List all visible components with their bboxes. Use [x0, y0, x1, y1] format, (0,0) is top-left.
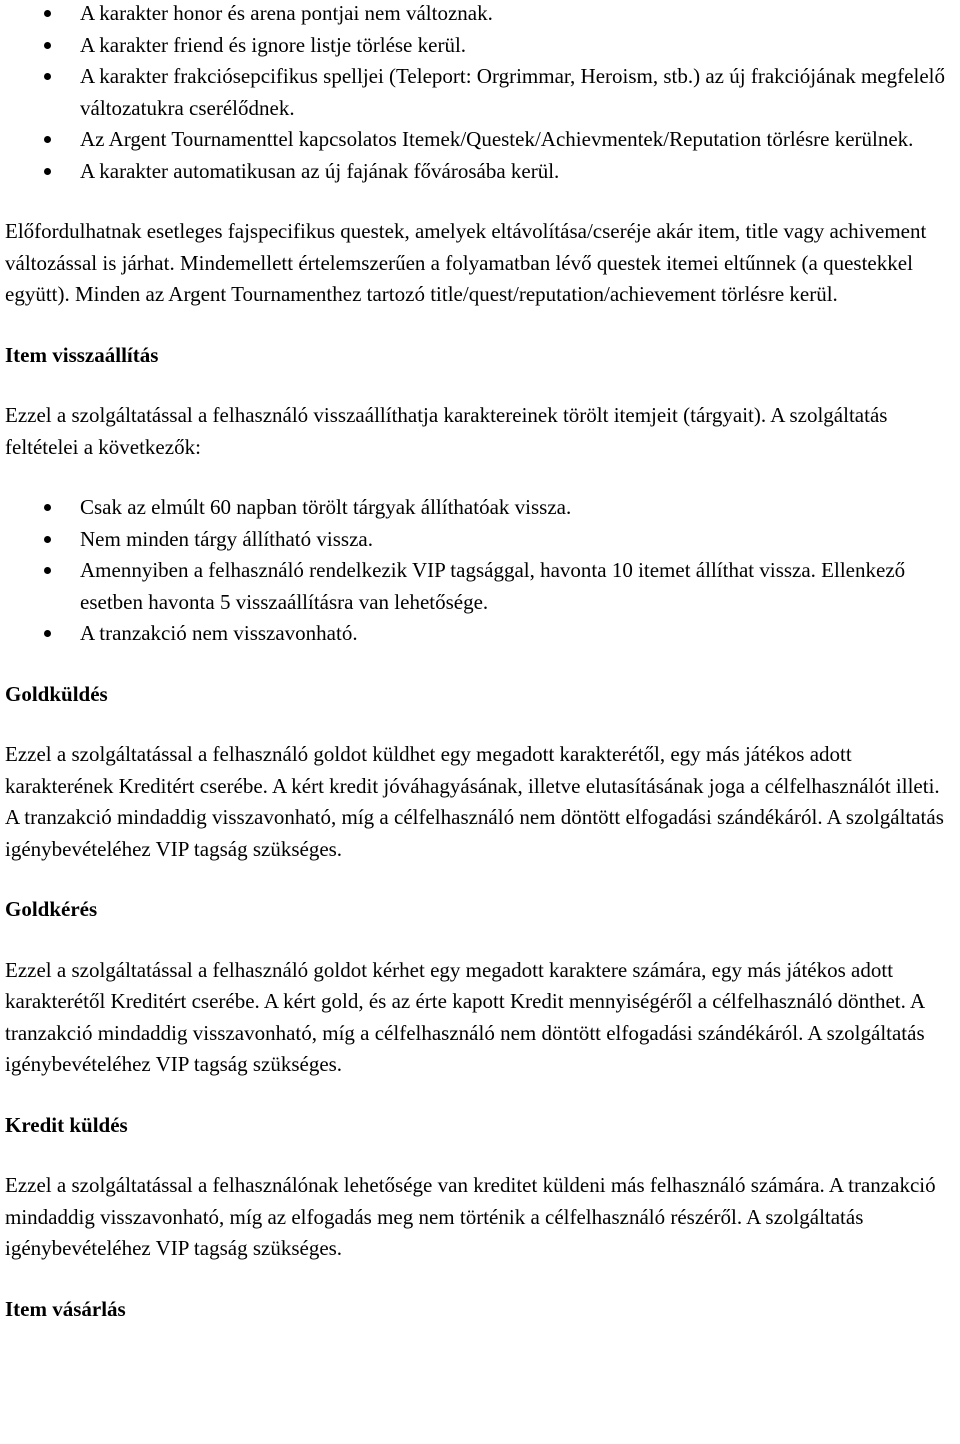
list-item: Nem minden tárgy állítható vissza.	[5, 524, 955, 556]
gold-request-heading: Goldkérés	[5, 897, 98, 921]
credit-send-heading: Kredit küldés	[5, 1112, 128, 1137]
credit-send-paragraph: Ezzel a szolgáltatással a felhasználónak lehetősége van kreditet küldeni más felhasználó számára. A tranzakció mindaddig visszavonható, míg az elfogadás meg nem történik a célfelhasználó részéről. A szolgáltatás igénybevételéhez VIP tagság szükséges.	[5, 1173, 936, 1260]
list-item: Csak az elmúlt 60 napban törölt tárgyak állíthatóak vissza.	[5, 492, 955, 524]
list-item: A karakter automatikusan az új fajának fővárosába kerül.	[5, 156, 955, 188]
item-restore-conditions-list	[5, 492, 955, 650]
character-change-effects-list	[5, 0, 955, 187]
list-item: A karakter frakciósepcifikus spelljei (Teleport: Orgrimmar, Heroism, stb.) az új frakciójának megfelelő változatukra cserélődnek.	[5, 61, 955, 124]
gold-request-paragraph: Ezzel a szolgáltatással a felhasználó goldot kérhet egy megadott karaktere számára, egy más játékos adott karakterétől Kreditért cserébe. A kért gold, és az érte kapott Kredit mennyiségéről a célfelhasználó dönthet. A tranzakció mindaddig visszavonható, míg a célfelhasználó nem döntött elfogadási szándékáról. A szolgáltatás igénybevételéhez VIP tagság szükséges.	[5, 957, 925, 1076]
document-page	[5, 0, 955, 1325]
list-item: Amennyiben a felhasználó rendelkezik VIP tagsággal, havonta 10 itemet állíthat vissza. Ellenkező esetben havonta 5 visszaállításra van lehetősége.	[5, 555, 955, 618]
gold-send-heading: Goldküldés	[5, 681, 108, 706]
list-item: A tranzakció nem visszavonható.	[5, 618, 955, 650]
list-item: A karakter honor és arena pontjai nem változnak.	[5, 0, 955, 30]
list-item: A karakter friend és ignore listje törlése kerül.	[5, 30, 955, 62]
item-buy-heading: Item vásárlás	[5, 1296, 126, 1321]
quest-removal-paragraph: Előfordulhatnak esetleges fajspecifikus questek, amelyek eltávolítása/cseréje akár item, title vagy achivement változással is járhat. Mindemellett értelemszerűen a folyamatban lévő questek itemei eltűnnek (a questekkel együtt). Minden az Argent Tournamenthez tartozó title/quest/reputation/achievement törlésre kerül.	[5, 219, 927, 306]
item-restore-intro: Ezzel a szolgáltatással a felhasználó visszaállíthatja karaktereinek törölt itemjeit (tárgyait). A szolgáltatás feltételei a következők:	[5, 403, 888, 459]
item-restore-heading: Item visszaállítás	[5, 342, 159, 367]
gold-send-paragraph: Ezzel a szolgáltatással a felhasználó goldot küldhet egy megadott karakterétől, egy más játékos adott karakterének Kreditért cserébe. A kért kredit jóváhagyásának, illetve elutasításának joga a célfelhasználót illeti. A tranzakció mindaddig visszavonható, míg a célfelhasználó nem döntött elfogadási szándékáról. A szolgáltatás igénybevételéhez VIP tagság szükséges.	[5, 742, 944, 861]
list-item: Az Argent Tournamenttel kapcsolatos Itemek/Questek/Achievmentek/Reputation törlésre kerülnek.	[5, 124, 955, 156]
